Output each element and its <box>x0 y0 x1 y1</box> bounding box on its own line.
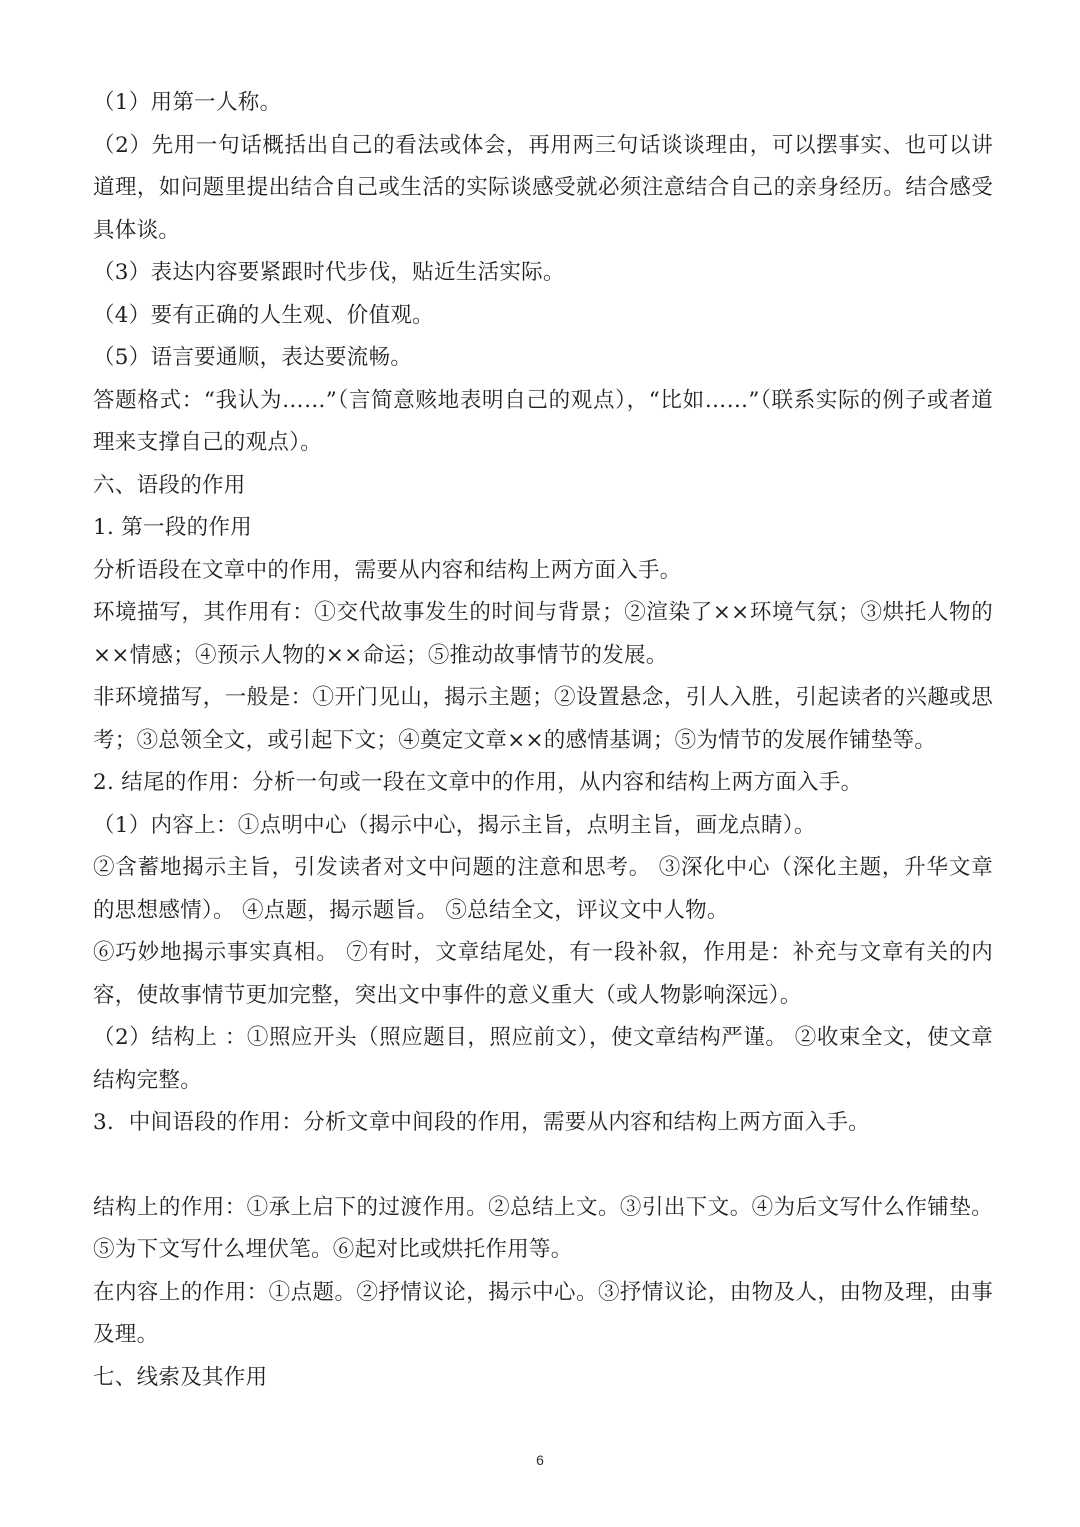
paragraph-content-points-6-7: ⑥巧妙地揭示事实真相。 ⑦有时，文章结尾处，有一段补叙，作用是：补充与文章有关的内容，使故事情节更加完整，突出文中事件的意义重大（或人物影响深远）。 <box>93 940 993 1008</box>
paragraph-structural-function: 结构上的作用：①承上启下的过渡作用。②总结上文。③引出下文。④为后文写什么作铺垫。⑤为下文写什么埋伏笔。⑥起对比或烘托作用等。 <box>93 1194 993 1262</box>
paragraph-point-3: （3）表达内容要紧跟时代步伐，贴近生活实际。 <box>93 260 565 285</box>
paragraph-environment-description: 环境描写，其作用有：①交代故事发生的时间与背景；②渲染了××环境气氛；③烘托人物的××情感；④预示人物的××命运；⑤推动故事情节的发展。 <box>93 600 993 668</box>
document-body <box>93 82 993 1399</box>
section-heading-7: 七、线索及其作用 <box>93 1364 268 1390</box>
page-number: 6 <box>536 1452 544 1468</box>
paragraph-content-aspect: （1）内容上：①点明中心（揭示中心，揭示主旨，点明主旨，画龙点睛）。 <box>93 812 816 838</box>
paragraph-content-points-2-5: ②含蓄地揭示主旨，引发读者对文中问题的注意和思考。 ③深化中心（深化主题，升华文章的思想感情）。 ④点题，揭示题旨。 ⑤总结全文，评议文中人物。 <box>93 855 993 923</box>
paragraph-point-1: （1）用第一人称。 <box>93 90 282 115</box>
paragraph-content-function: 在内容上的作用：①点题。②抒情议论，揭示中心。③抒情议论，由物及人，由物及理，由事及理。 <box>93 1279 993 1347</box>
paragraph-point-5: （5）语言要通顺，表达要流畅。 <box>93 345 413 370</box>
paragraph-structure-aspect: （2）结构上 ：①照应开头（照应题目，照应前文），使文章结构严谨。 ②收束全文，使文章结构完整。 <box>93 1025 993 1093</box>
paragraph-point-2: （2）先用一句话概括出自己的看法或体会，再用两三句话谈谈理由，可以摆事实、也可以讲道理，如问题里提出结合自己或生活的实际谈感受就必须注意结合自己的亲身经历。结合感受具体谈。 <box>93 132 993 243</box>
paragraph-non-environment-description: 非环境描写，一般是：①开门见山，揭示主题；②设置悬念，引人入胜，引起读者的兴趣或思考；③总领全文，或引起下文；④奠定文章××的感情基调；⑤为情节的发展作铺垫等。 <box>93 685 993 753</box>
subheading-ending-function: 2. 结尾的作用：分析一句或一段在文章中的作用，从内容和结构上两方面入手。 <box>93 770 863 795</box>
subheading-middle-paragraph: 3．中间语段的作用：分析文章中间段的作用，需要从内容和结构上两方面入手。 <box>93 1110 870 1135</box>
paragraph-answer-format: 答题格式：“我认为……”（言简意赅地表明自己的观点），“比如……”（联系实际的例子或者道理来支撑自己的观点）。 <box>93 387 993 455</box>
section-heading-6: 六、语段的作用 <box>93 472 246 498</box>
blank-line <box>93 1145 993 1187</box>
subheading-first-paragraph: 1. 第一段的作用 <box>93 515 253 540</box>
paragraph-analysis-intro: 分析语段在文章中的作用，需要从内容和结构上两方面入手。 <box>93 557 682 583</box>
paragraph-point-4: （4）要有正确的人生观、价值观。 <box>93 302 434 328</box>
